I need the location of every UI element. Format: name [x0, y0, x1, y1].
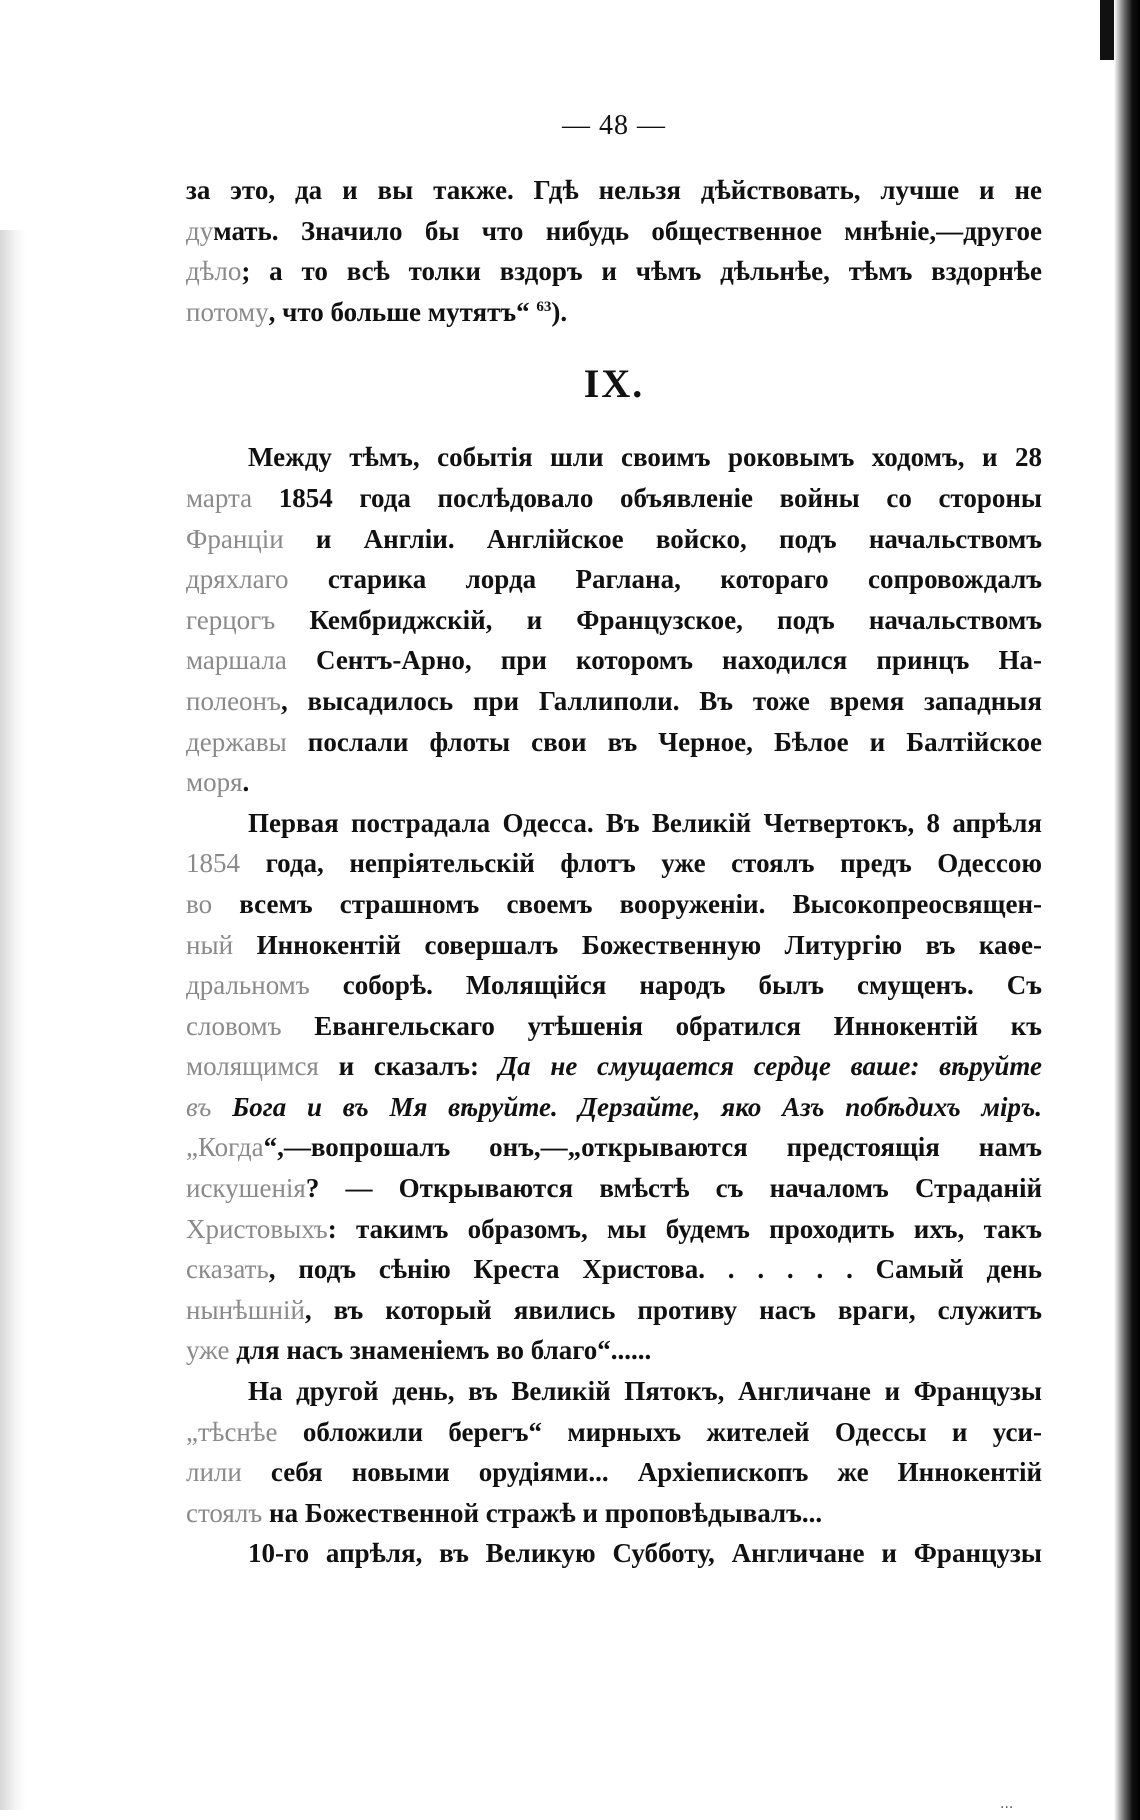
text-line-23: искушенія? — Открываются вмѣстѣ съ началомъ Страданій: [186, 1173, 1042, 1204]
text-line-12: державы послали флоты свои въ Черное, Бѣлое и Балтійское: [186, 726, 1042, 757]
text-line-13: моря.: [186, 767, 250, 798]
scan-edge-right: [1114, 0, 1140, 1820]
text-line-17: ный Иннокентій совершалъ Божественную Литургію въ каѳе-: [186, 929, 1042, 960]
text-line-31: стоялъ на Божественной стражѣ и проповѣдывалъ...: [186, 1497, 823, 1528]
text-line-18: дральномъ соборѣ. Молящійся народъ былъ смущенъ. Съ: [186, 970, 1042, 1001]
text-line-19: словомъ Евангельскаго утѣшенія обратился Иннокентій къ: [186, 1010, 1042, 1041]
page-number: — 48 —: [562, 110, 666, 141]
text-line-14: Первая пострадала Одесса. Въ Великій Четвертокъ, 8 апрѣля: [248, 807, 1042, 838]
text-line-1: за это, да и вы также. Гдѣ нельзя дѣйствовать, лучше и не: [186, 175, 1042, 205]
scan-corner-bar: [1100, 0, 1114, 60]
section-heading: IX.: [583, 361, 645, 407]
text-line-3: дѣло; а то всѣ толки вздоръ и чѣмъ дѣльнѣе, тѣмъ вздорнѣе: [186, 256, 1042, 287]
text-line-29: „тѣснѣе обложили берегъ“ мирныхъ жителей Одессы и уси-: [186, 1416, 1042, 1447]
text-line-11: полеонъ, высадилось при Галлиполи. Въ тоже время западныя: [186, 685, 1042, 716]
book-page: [186, 110, 1042, 1574]
footnote-ref: 63: [536, 298, 552, 315]
text-line-6: марта 1854 года послѣдовало объявленіе войны со стороны: [186, 482, 1042, 513]
text-line-7: Франціи и Англіи. Англійское войско, подъ начальствомъ: [186, 523, 1042, 554]
text-line-20: молящимся и сказалъ: Да не смущается сердце ваше: вѣруйте: [186, 1051, 1042, 1082]
text-line-25: сказать, подъ сѣнію Креста Христова. . . . . . Самый день: [186, 1254, 1042, 1285]
scripture-quote-1: Да не смущается сердце ваше: вѣруйте: [498, 1051, 1042, 1082]
text-line-22: „Когда“,—вопрошалъ онъ,—„открываются предстоящія намъ: [186, 1132, 1042, 1163]
text-line-30: лили себя новыми орудіями... Архіепископъ же Иннокентій: [186, 1457, 1042, 1488]
text-line-16: во всемъ страшномъ своемъ вооруженіи. Высокопреосвящен-: [186, 888, 1042, 919]
text-line-24: Христовыхъ: такимъ образомъ, мы будемъ проходить ихъ, такъ: [186, 1213, 1042, 1244]
text-line-2: думать. Значило бы что нибудь общественное мнѣніе,—другое: [186, 215, 1042, 246]
text-line-10: маршала Сентъ-Арно, при которомъ находился принцъ На-: [186, 645, 1042, 676]
scan-footer-mark: ...: [1000, 1796, 1014, 1812]
text-line-32: 10-го апрѣля, въ Великую Субботу, Англичане и Французы: [248, 1538, 1042, 1569]
scan-edge-left: [0, 230, 26, 1810]
text-line-8: дряхлаго старика лорда Раглана, котораго сопровождалъ: [186, 564, 1042, 595]
text-line-21: въ Бога и въ Мя вѣруйте. Дерзайте, яко Азъ побѣдихъ міръ.: [186, 1091, 1042, 1122]
text-line-26: нынѣшній, въ который явились противу насъ враги, служитъ: [186, 1294, 1042, 1325]
text-line-28: На другой день, въ Великій Пятокъ, Англичане и Французы: [248, 1376, 1042, 1407]
text-line-9: герцогъ Кембриджскій, и Французское, подъ начальствомъ: [186, 604, 1042, 635]
text-line-27: уже для насъ знаменіемъ во благо“......: [186, 1335, 652, 1366]
scripture-quote-2: Бога и въ Мя вѣруйте. Дерзайте, яко Азъ побѣдихъ міръ.: [211, 1091, 1042, 1122]
text-line-5: Между тѣмъ, событія шли своимъ роковымъ ходомъ, и 28: [248, 442, 1042, 473]
text-line-15: 1854 года, непріятельскій флотъ уже стоялъ предъ Одессою: [186, 848, 1042, 879]
text-line-4: потому, что больше мутятъ“ $^{63}$).: [186, 296, 568, 327]
